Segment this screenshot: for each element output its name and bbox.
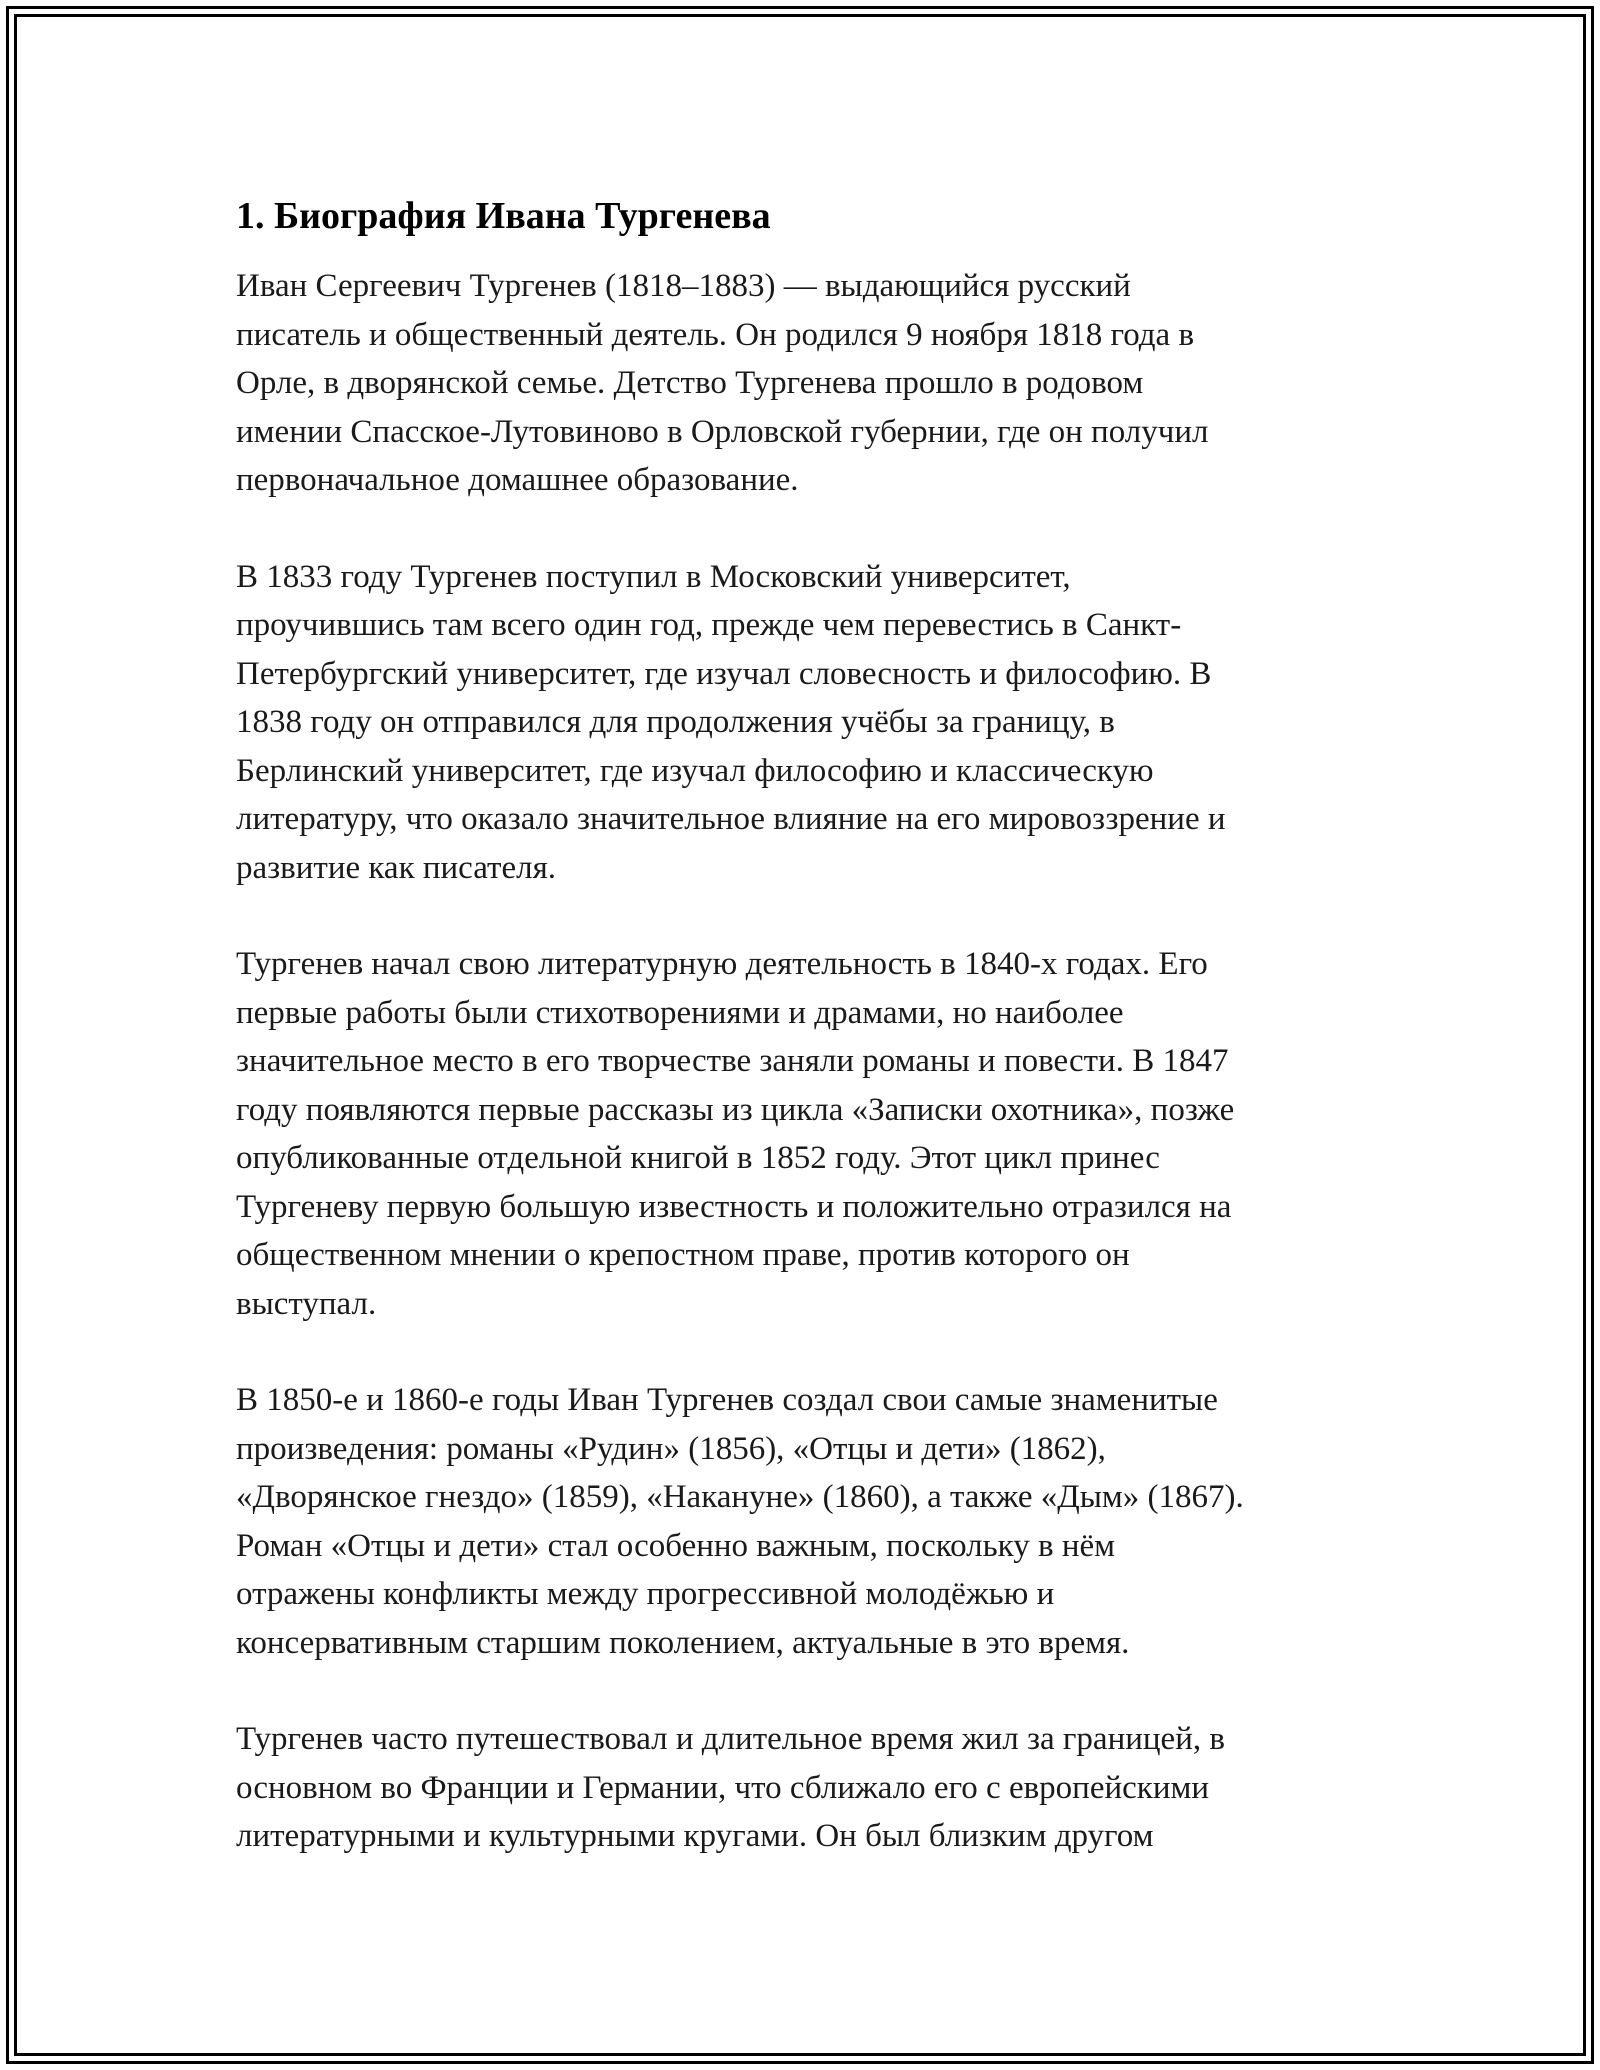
paragraph-line: литературными и культурными кругами. Он был близким другом	[236, 1818, 1154, 1854]
paragraph-4	[236, 1376, 1376, 1667]
paragraph-line: Тургенев начал свою литературную деятельность в 1840-х годах. Его	[236, 946, 1208, 982]
paragraph-line: писатель и общественный деятель. Он родился 9 ноября 1818 года в	[236, 316, 1195, 353]
paragraph-line: отражены конфликты между прогрессивной молодёжью и	[236, 1576, 1055, 1612]
paragraph-line: году появляются первые рассказы из цикла «Записки охотника», позже	[236, 1091, 1235, 1128]
document-title: 1. Биография Ивана Тургенева	[236, 195, 771, 237]
paragraph-line: выступал.	[236, 1285, 377, 1322]
paragraph-line: первоначальное домашнее образование.	[236, 462, 799, 498]
paragraph-line: основном во Франции и Германии, что сближало его с европейскими	[236, 1769, 1210, 1806]
document-body	[236, 192, 1376, 1909]
paragraph-line: развитие как писателя.	[236, 849, 556, 886]
paragraph-line: «Дворянское гнездо» (1859), «Накануне» (1860), а также «Дым» (1867).	[236, 1479, 1244, 1515]
paragraph-3	[236, 940, 1376, 1328]
paragraph-line: проучившись там всего один год, прежде чем перевестись в Санкт-	[236, 607, 1182, 643]
paragraph-line: первые работы были стихотворениями и драмами, но наиболее	[236, 994, 1124, 1031]
paragraph-line: значительное место в его творчестве заняли романы и повести. В 1847	[236, 1043, 1229, 1079]
paragraph-line: Роман «Отцы и дети» стал особенно важным, поскольку в нём	[236, 1527, 1116, 1564]
paragraph-line: Иван Сергеевич Тургенев (1818–1883) — выдающийся русский	[236, 268, 1131, 304]
paragraph-line: В 1833 году Тургенев поступил в Московский университет,	[236, 558, 1071, 595]
paragraph-1	[236, 262, 1376, 505]
paragraph-line: общественном мнении о крепостном праве, против которого он	[236, 1237, 1130, 1273]
paragraph-line: 1838 году он отправился для продолжения учёбы за границу, в	[236, 704, 1115, 740]
paragraph-line: опубликованные отдельной книгой в 1852 году. Этот цикл принес	[236, 1140, 1160, 1176]
paragraph-5	[236, 1715, 1376, 1861]
paragraph-2	[236, 553, 1376, 893]
paragraph-line: Тургеневу первую большую известность и положительно отразился на	[236, 1188, 1232, 1225]
paragraph-line: консервативным старшим поколением, актуальные в это время.	[236, 1624, 1130, 1661]
paragraph-line: Берлинский университет, где изучал философию и классическую	[236, 752, 1154, 789]
paragraph-line: произведения: романы «Рудин» (1856), «Отцы и дети» (1862),	[236, 1430, 1106, 1467]
paragraph-line: литературу, что оказало значительное влияние на его мировоззрение и	[236, 801, 1226, 837]
paragraph-line: Тургенев часто путешествовал и длительное время жил за границей, в	[236, 1721, 1225, 1757]
paragraph-line: имении Спасское-Лутовиново в Орловской губернии, где он получил	[236, 413, 1209, 450]
paragraph-line: Петербургский университет, где изучал словесность и философию. В	[236, 655, 1212, 692]
paragraph-line: В 1850-е и 1860-е годы Иван Тургенев создал свои самые знаменитые	[236, 1382, 1218, 1418]
paragraph-line: Орле, в дворянской семье. Детство Тургенева прошло в родовом	[236, 365, 1144, 401]
